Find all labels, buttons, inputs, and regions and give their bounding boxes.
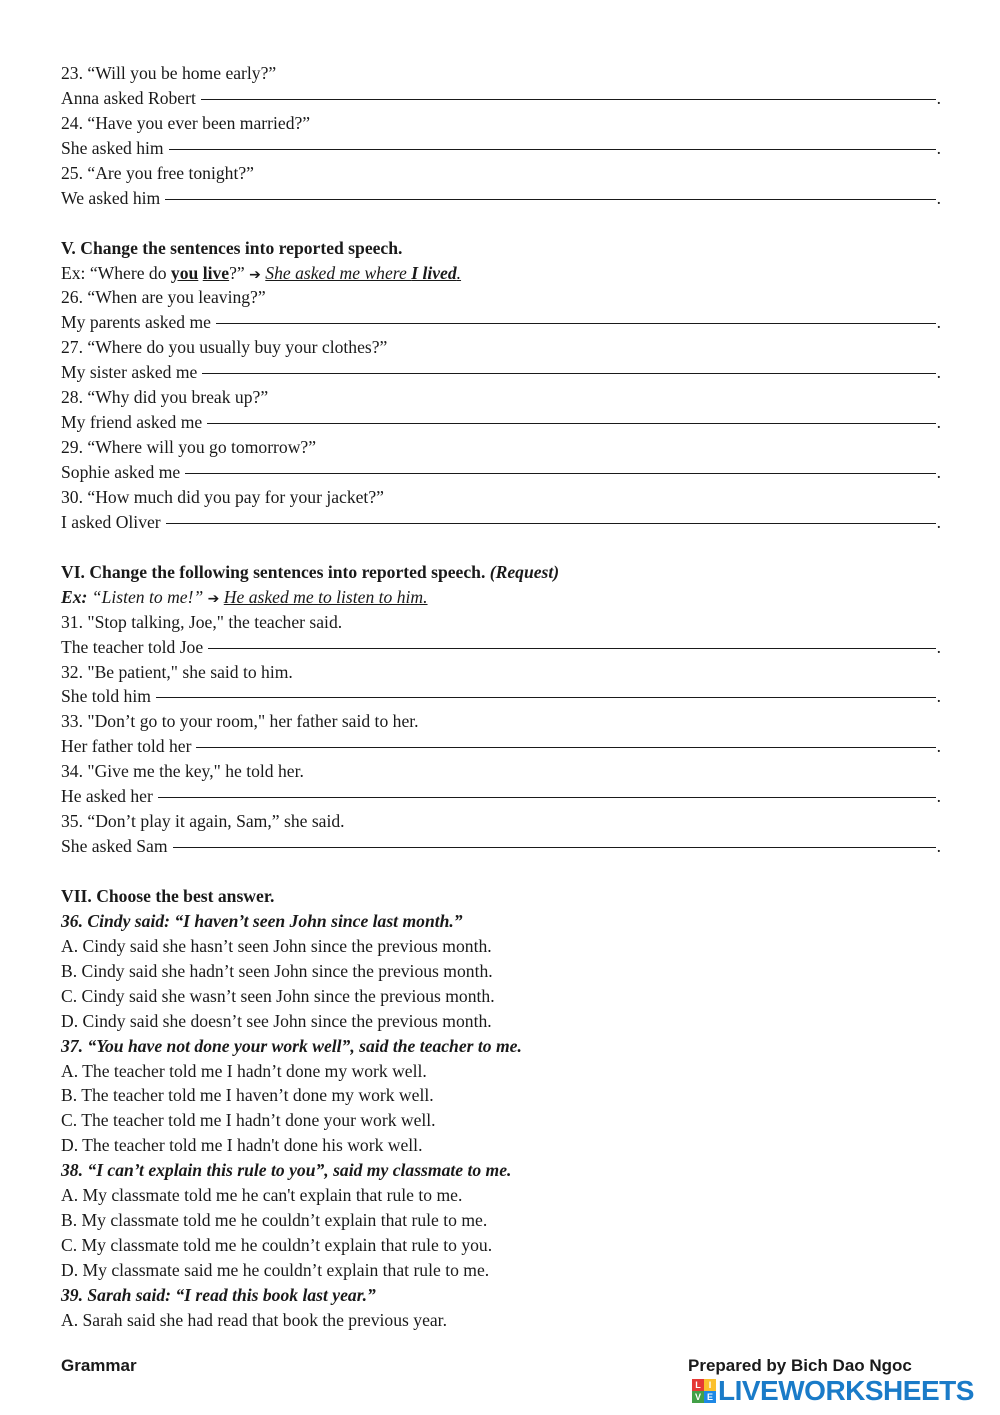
liveworksheets-logo-icon: L I V E xyxy=(692,1379,716,1403)
question-text: 31. "Stop talking, Joe," the teacher said. xyxy=(61,611,343,632)
answer-prompt: My parents asked me xyxy=(61,312,211,333)
answer-line: She asked him . xyxy=(61,136,941,161)
footer-subject: Grammar xyxy=(61,1356,137,1375)
answer-line: My sister asked me . xyxy=(61,360,941,385)
mc-option[interactable]: C. My classmate told me he couldn’t explain that rule to you. xyxy=(61,1235,493,1256)
answer-blank[interactable] xyxy=(165,199,935,200)
mc-option[interactable]: A. The teacher told me I hadn’t done my work well. xyxy=(61,1060,427,1081)
answer-blank[interactable] xyxy=(156,697,936,698)
section-heading: VI. Change the following sentences into reported speech. (Request) xyxy=(61,561,560,582)
answer-line: The teacher told Joe . xyxy=(61,635,941,660)
answer-blank[interactable] xyxy=(173,847,936,848)
answer-line: She asked Sam . xyxy=(61,834,941,859)
question-text: 27. “Where do you usually buy your clothes?” xyxy=(61,337,388,358)
mc-option[interactable]: B. My classmate told me he couldn’t explain that rule to me. xyxy=(61,1210,488,1231)
answer-line: My friend asked me . xyxy=(61,410,941,435)
example-line: Ex: “Where do you live?” ➔ She asked me where I lived. xyxy=(61,262,462,283)
answer-prompt: She told him xyxy=(61,686,151,707)
answer-prompt: My friend asked me xyxy=(61,412,203,433)
question-text: 23. “Will you be home early?” xyxy=(61,63,277,83)
question-text: 33. "Don’t go to your room," her father said to her. xyxy=(61,711,419,732)
question-text: 34. "Give me the key," he told her. xyxy=(61,761,304,782)
question-text: 32. "Be patient," she said to him. xyxy=(61,661,293,682)
mc-option[interactable]: D. The teacher told me I hadn't done his work well. xyxy=(61,1135,423,1156)
question-text: 28. “Why did you break up?” xyxy=(61,387,269,408)
question-text: 25. “Are you free tonight?” xyxy=(61,162,254,183)
answer-prompt: Her father told her xyxy=(61,736,192,757)
question-text: 35. “Don’t play it again, Sam,” she said. xyxy=(61,811,345,832)
mc-option[interactable]: A. Sarah said she had read that book the previous year. xyxy=(61,1309,447,1330)
answer-blank[interactable] xyxy=(216,323,936,324)
answer-blank[interactable] xyxy=(158,797,936,798)
mc-option[interactable]: B. Cindy said she hadn’t seen John since the previous month. xyxy=(61,960,493,981)
section-heading: VII. Choose the best answer. xyxy=(61,885,275,906)
answer-prompt: Sophie asked me xyxy=(61,462,181,482)
answer-blank[interactable] xyxy=(169,149,936,150)
answer-blank[interactable] xyxy=(196,747,935,748)
question-text: 30. “How much did you pay for your jacket?” xyxy=(61,486,384,507)
answer-prompt: My sister asked me xyxy=(61,362,198,383)
answer-line: We asked him . xyxy=(61,186,941,211)
answer-blank[interactable] xyxy=(207,423,935,424)
answer-blank[interactable] xyxy=(185,473,935,474)
worksheet-page xyxy=(61,61,941,1333)
answer-blank[interactable] xyxy=(201,99,936,100)
mc-option[interactable]: B. The teacher told me I haven’t done my work well. xyxy=(61,1085,434,1106)
mc-option[interactable]: C. The teacher told me I hadn’t done your work well. xyxy=(61,1110,436,1131)
answer-line: Anna asked Robert . xyxy=(61,86,941,111)
answer-blank[interactable] xyxy=(166,523,936,524)
answer-prompt: The teacher told Joe xyxy=(61,636,204,657)
footer-author: Prepared by Bich Dao Ngoc xyxy=(688,1356,912,1375)
answer-line: My parents asked me . xyxy=(61,310,941,335)
question-text: 26. “When are you leaving?” xyxy=(61,287,266,308)
mc-question: 38. “I can’t explain this rule to you”, said my classmate to me. xyxy=(61,1160,512,1181)
mc-question: 36. Cindy said: “I haven’t seen John since last month.” xyxy=(61,910,463,931)
mc-question: 37. “You have not done your work well”, said the teacher to me. xyxy=(61,1035,522,1056)
arrow-icon: ➔ xyxy=(207,590,220,607)
mc-option[interactable]: D. My classmate said me he couldn’t explain that rule to me. xyxy=(61,1260,490,1280)
answer-prompt: I asked Oliver xyxy=(61,511,161,532)
answer-blank[interactable] xyxy=(208,648,935,649)
answer-blank[interactable] xyxy=(202,373,935,374)
question-text: 24. “Have you ever been married?” xyxy=(61,112,311,133)
arrow-icon: ➔ xyxy=(249,266,261,283)
mc-option[interactable]: D. Cindy said she doesn’t see John since the previous month. xyxy=(61,1010,492,1031)
answer-prompt: We asked him xyxy=(61,187,161,208)
liveworksheets-logo[interactable] xyxy=(692,1376,974,1406)
answer-line: She told him . xyxy=(61,684,941,709)
answer-prompt: He asked her xyxy=(61,786,153,807)
mc-question: 39. Sarah said: “I read this book last year.” xyxy=(61,1284,376,1305)
mc-option[interactable]: A. Cindy said she hasn’t seen John since the previous month. xyxy=(61,935,492,956)
answer-line: Sophie asked me . xyxy=(61,460,941,485)
answer-prompt: Anna asked Robert xyxy=(61,87,196,108)
question-text: 29. “Where will you go tomorrow?” xyxy=(61,437,317,458)
answer-prompt: She asked him xyxy=(61,137,164,158)
mc-option[interactable]: C. Cindy said she wasn’t seen John since the previous month. xyxy=(61,985,495,1006)
answer-line: He asked her . xyxy=(61,784,941,809)
section-heading: V. Change the sentences into reported speech. xyxy=(61,237,403,258)
answer-prompt: She asked Sam xyxy=(61,836,168,857)
example-line: Ex: “Listen to me!” ➔ He asked me to listen to him. xyxy=(61,586,428,607)
mc-option[interactable]: A. My classmate told me he can't explain that rule to me. xyxy=(61,1185,463,1206)
answer-line: I asked Oliver . xyxy=(61,510,941,535)
answer-line: Her father told her . xyxy=(61,734,941,759)
liveworksheets-wordmark: LIVEWORKSHEETS xyxy=(718,1375,974,1406)
